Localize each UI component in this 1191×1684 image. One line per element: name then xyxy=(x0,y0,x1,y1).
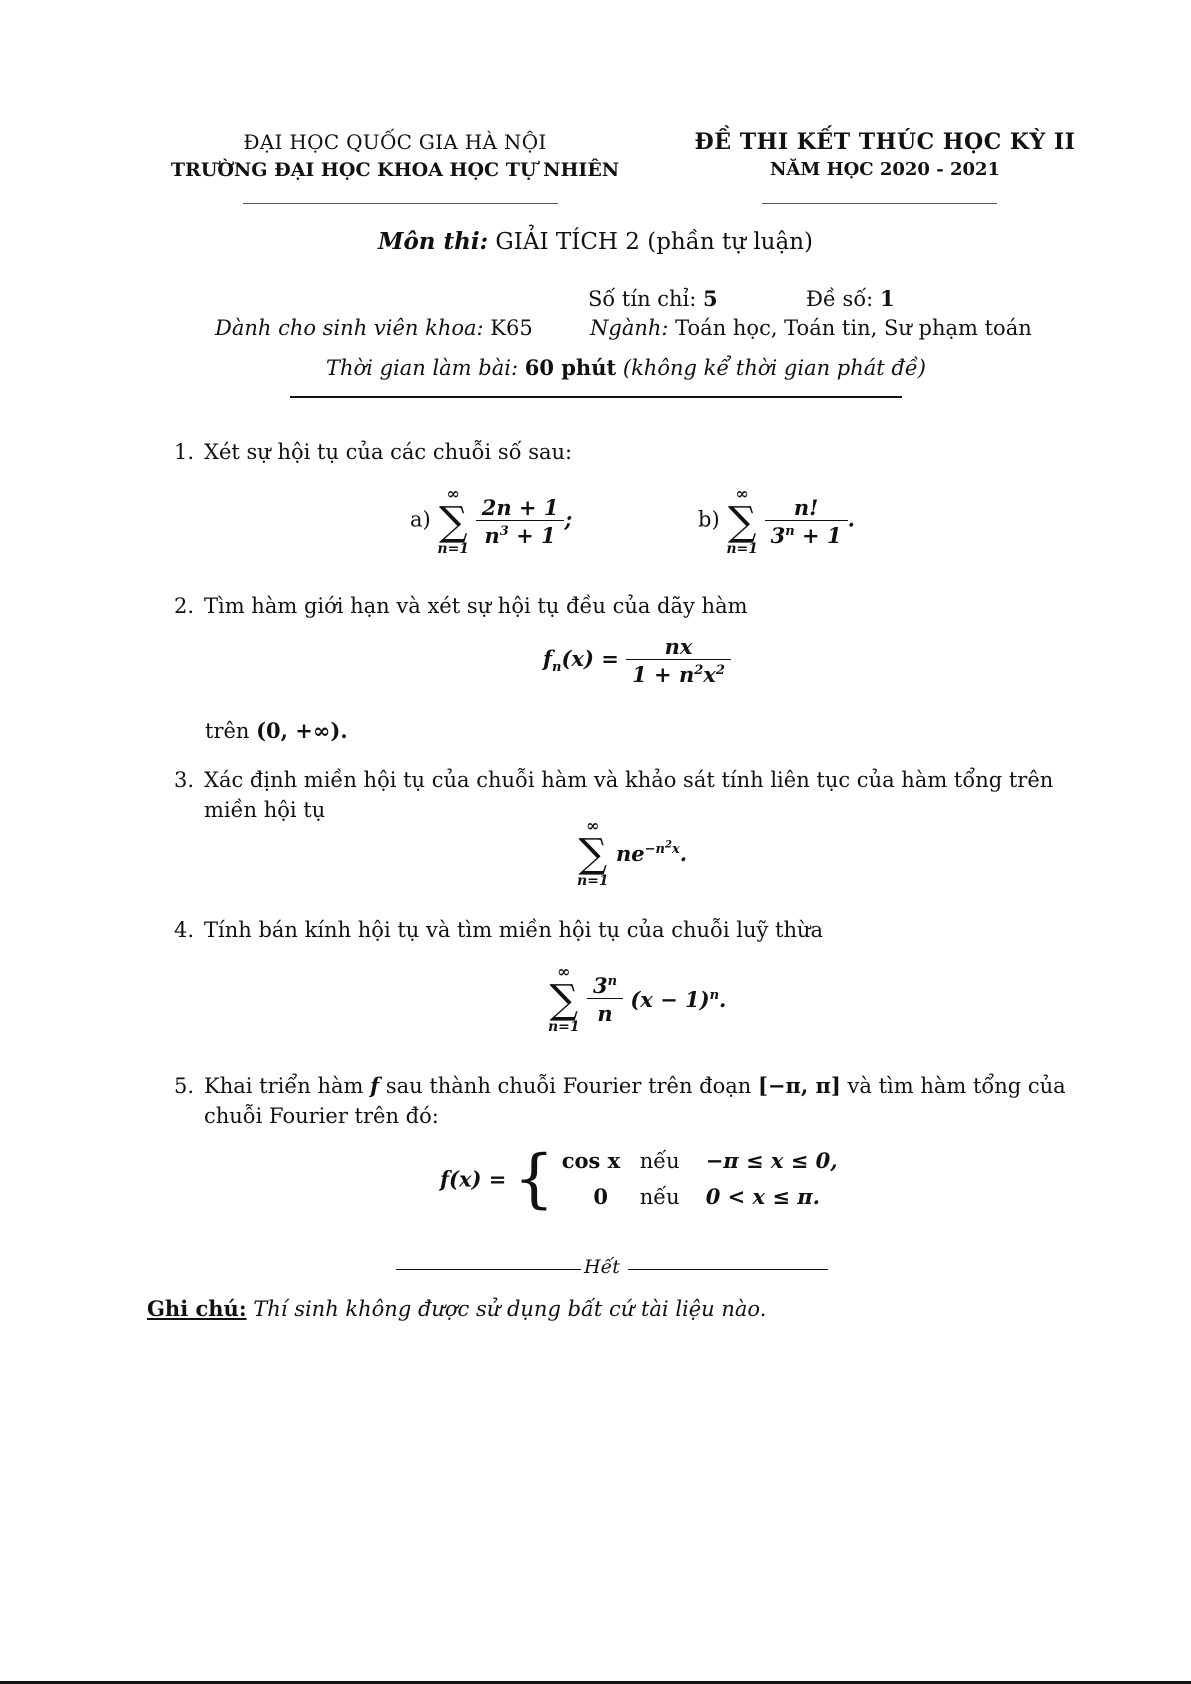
subject-value: GIẢI TÍCH 2 (phần tự luận) xyxy=(495,229,813,255)
time-note: (không kể thời gian phát đề) xyxy=(622,356,926,380)
question-2-domain: trên (0, +∞). xyxy=(205,718,348,743)
credits-label: Số tín chỉ: xyxy=(588,287,697,311)
credits xyxy=(588,286,718,311)
school-name: TRƯỜNG ĐẠI HỌC KHOA HỌC TỰ NHIÊN xyxy=(170,159,620,181)
footnote xyxy=(147,1296,766,1321)
major xyxy=(590,316,1032,340)
question-2 xyxy=(174,591,1084,621)
sum-symbol: ∞ ∑ n=1 xyxy=(726,484,758,557)
case2-word: nếu xyxy=(639,1185,680,1209)
sum-symbol: ∞ ∑ n=1 xyxy=(548,962,580,1035)
footnote-label: Ghi chú: xyxy=(147,1296,247,1321)
exam-title: ĐỀ THI KẾT THÚC HỌC KỲ II xyxy=(694,129,1076,155)
university-name: ĐẠI HỌC QUỐC GIA HÀ NỘI xyxy=(243,130,547,154)
formula-5: f(x) = { cos x nếu −π ≤ x ≤ 0, 0 nếu 0 < x ≤ π. xyxy=(440,1142,838,1216)
faculty-label: Dành cho sinh viên khoa: xyxy=(215,316,484,340)
question-text-mid: sau thành chuỗi Fourier trên đoạn xyxy=(385,1074,752,1098)
question-1 xyxy=(174,437,1084,467)
question-text-before: Khai triển hàm xyxy=(204,1074,364,1098)
time-label: Thời gian làm bài: xyxy=(326,356,519,380)
question-number: 2. xyxy=(174,594,195,618)
credits-value: 5 xyxy=(703,286,718,311)
header-right xyxy=(690,128,1080,184)
sum-symbol: ∞ ∑ n=1 xyxy=(577,816,609,889)
question-number: 5. xyxy=(174,1074,195,1098)
header-left-rule xyxy=(243,203,558,204)
sum-symbol: ∞ ∑ n=1 xyxy=(437,484,470,557)
exam-number-label: Đề số: xyxy=(806,287,874,311)
school-year: NĂM HỌC 2020 - 2021 xyxy=(769,159,1001,180)
question-text: Xét sự hội tụ của các chuỗi số sau: xyxy=(204,440,573,464)
meta-rule xyxy=(290,396,902,398)
question-number: 1. xyxy=(174,440,195,464)
formula-1a: a) ∞ ∑ n=1 $\frac{2n + 1}{n^3 + 1}$ ; xyxy=(410,484,573,557)
formula-2: $f_n(x)$ = $\frac{nx}{1 + n^2x^2}$ xyxy=(543,634,731,687)
question-text: Xác định miền hội tụ của chuỗi hàm và khảo sát tính liên tục của hàm tổng trên miền hội tụ xyxy=(204,768,1054,822)
question-number: 3. xyxy=(174,768,195,792)
faculty-value: K65 xyxy=(490,316,533,340)
faculty xyxy=(215,316,533,340)
time-value: 60 phút xyxy=(524,355,617,380)
subject-label: Môn thi: xyxy=(378,228,489,255)
question-4 xyxy=(174,915,1084,945)
formula-3: ∞ ∑ n=1 $ne^{-n^2x}$. xyxy=(577,816,688,889)
question-text-after: và tìm hàm tổng của chuỗi Fourier trên đó: xyxy=(204,1074,1066,1128)
time xyxy=(326,355,926,380)
exam-number xyxy=(806,286,895,311)
question-text: Tính bán kính hội tụ và tìm miền hội tụ của chuỗi luỹ thừa xyxy=(204,918,824,942)
question-text: Tìm hàm giới hạn và xét sự hội tụ đều của dãy hàm xyxy=(204,594,748,618)
end-rule-left xyxy=(396,1269,581,1270)
question-2-after: trên xyxy=(205,719,250,743)
major-label: Ngành: xyxy=(590,316,669,340)
question-5: 5. Khai triển hàm f sau thành chuỗi Fourier trên đoạn [−π, π] và tìm hàm tổng của chuỗi Fourier trên đó: xyxy=(174,1073,1066,1128)
question-number: 4. xyxy=(174,918,195,942)
header-right-rule xyxy=(762,203,997,204)
header-left xyxy=(150,128,640,184)
footnote-text: Thí sinh không được sử dụng bất cứ tài liệu nào. xyxy=(253,1297,767,1321)
major-value: Toán học, Toán tin, Sư phạm toán xyxy=(675,316,1032,340)
formula-1b: b) ∞ ∑ n=1 $\frac{n!}{3^n + 1}$ . xyxy=(698,484,855,557)
case1-word: nếu xyxy=(639,1149,680,1173)
end-rule-right xyxy=(628,1269,828,1270)
formula-4: ∞ ∑ n=1 $\frac{3^n}{n}$ $(x - 1)^n$. xyxy=(548,962,727,1035)
exam-number-value: 1 xyxy=(879,286,895,311)
subject-line xyxy=(0,228,1191,255)
question-3 xyxy=(174,765,1084,825)
end-mark: Hết xyxy=(584,1256,620,1278)
